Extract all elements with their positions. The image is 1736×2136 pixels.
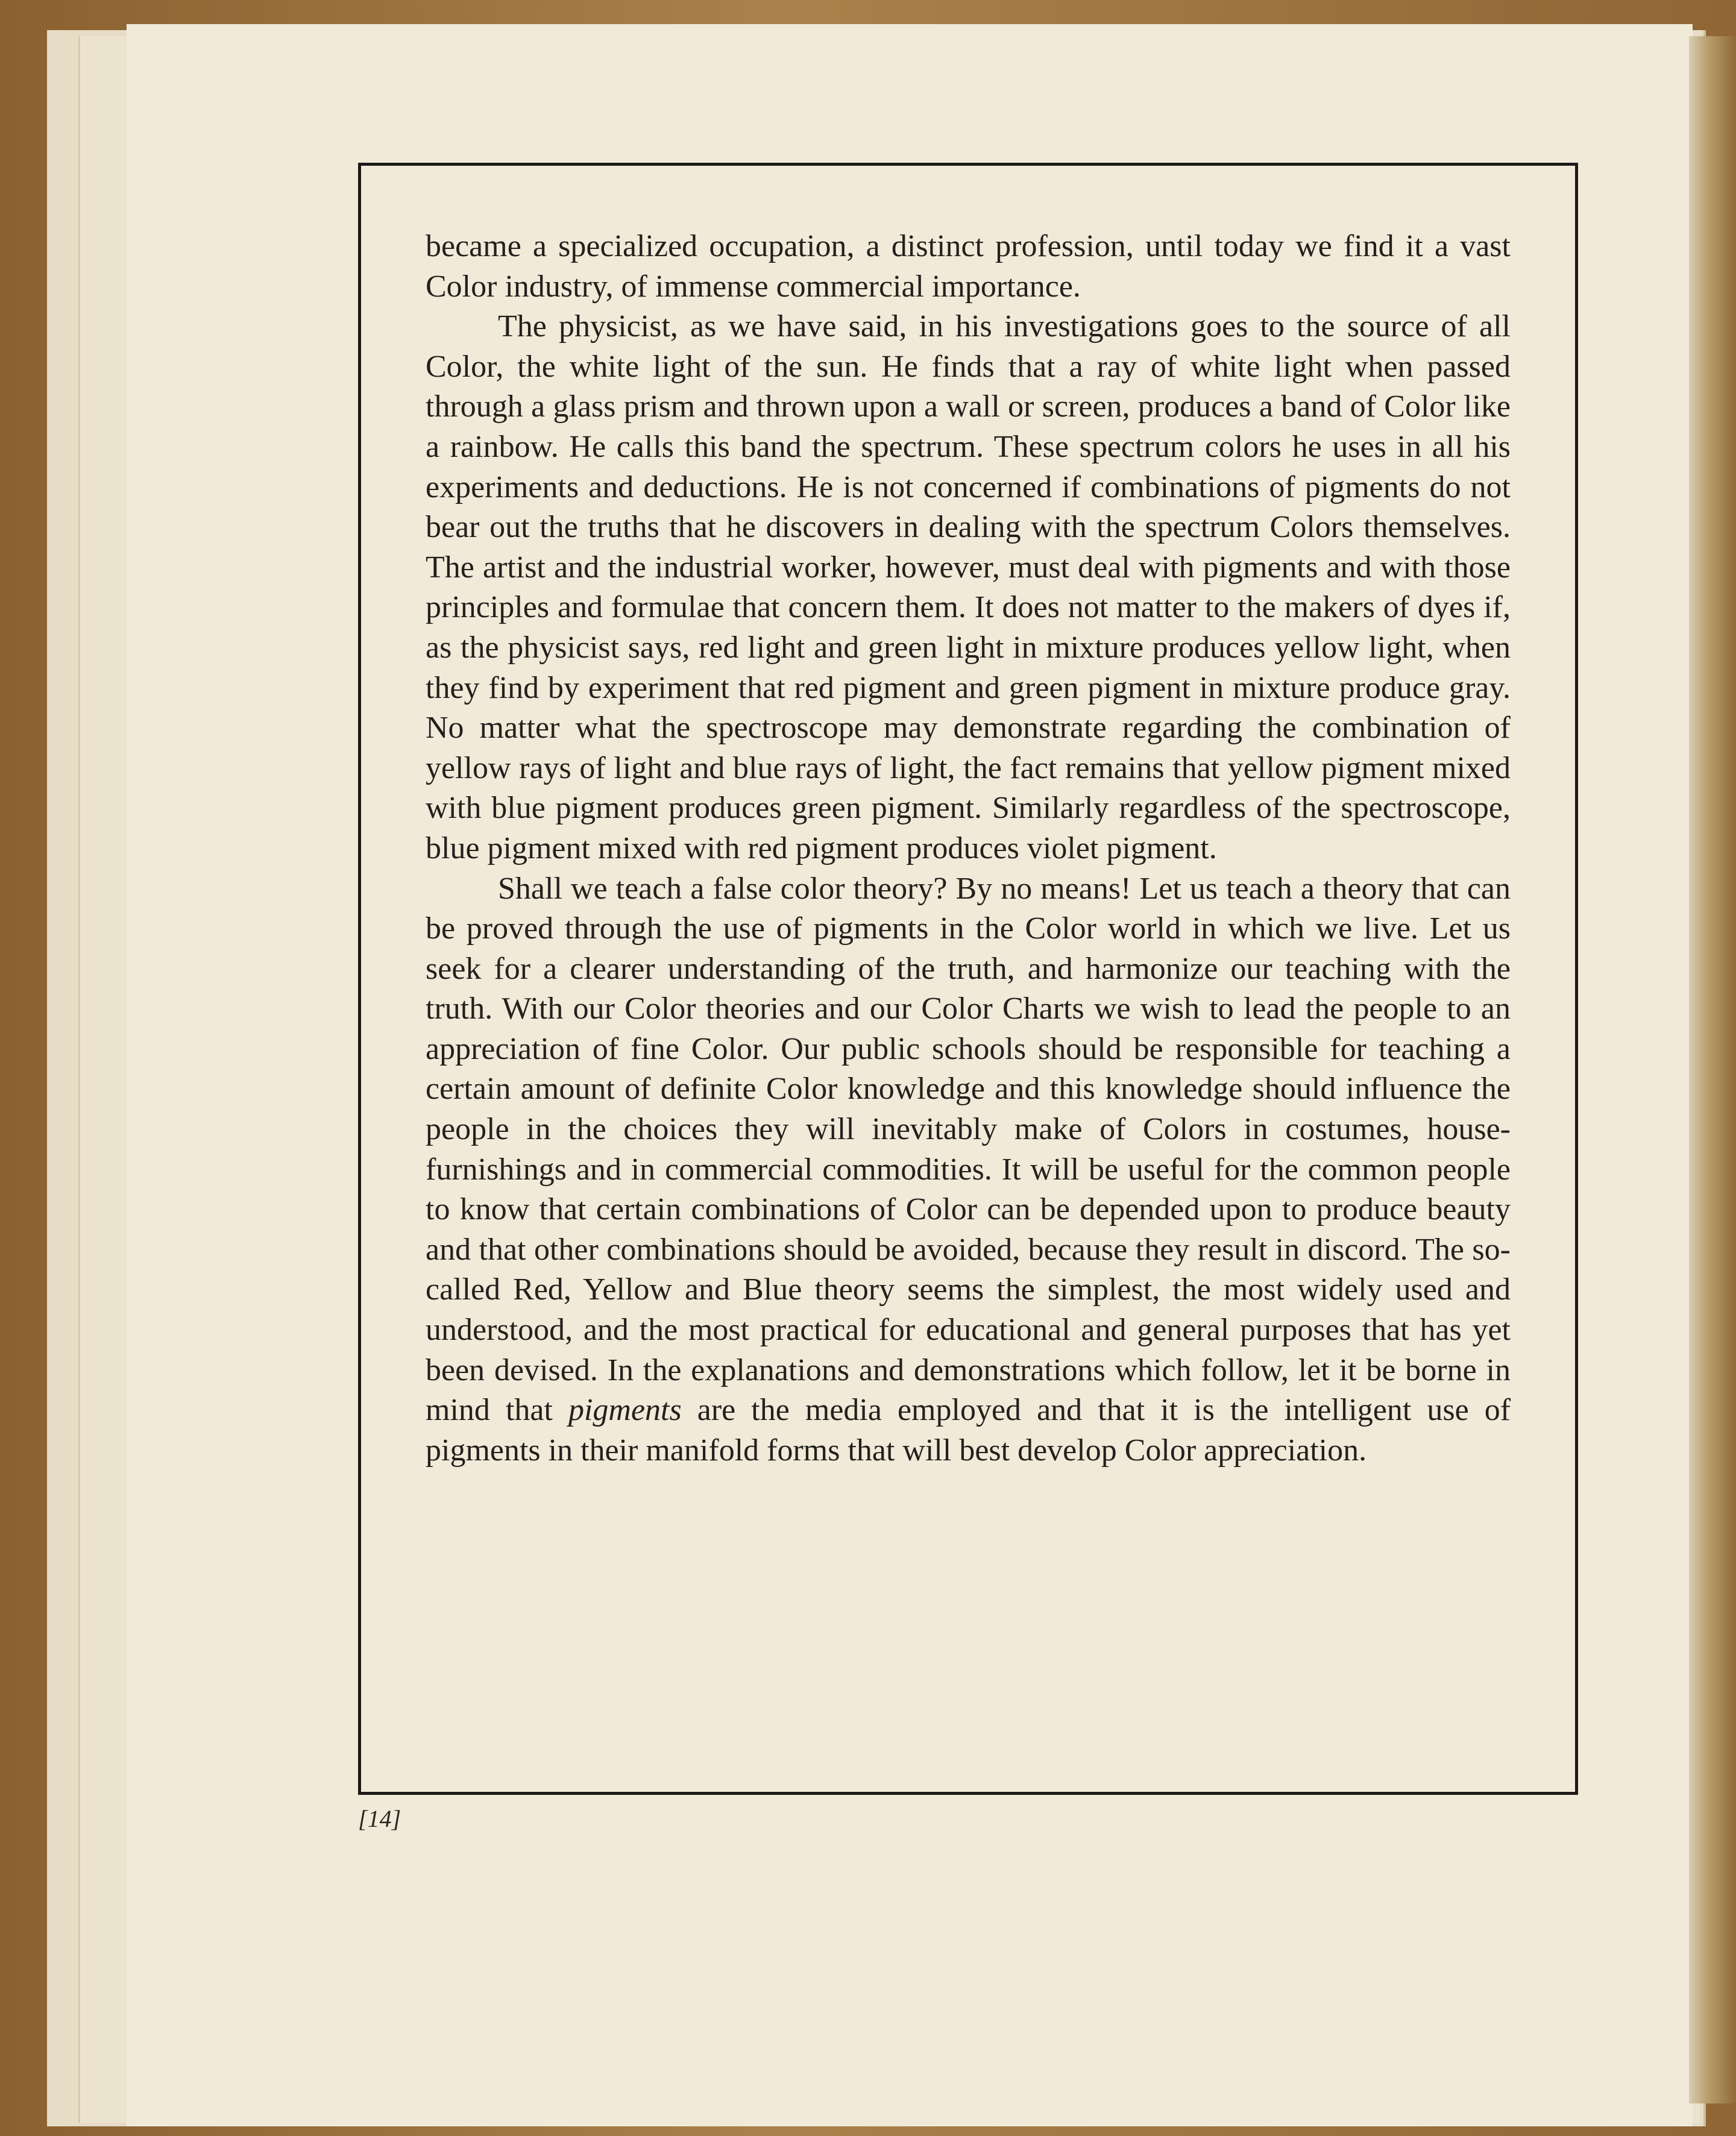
book-gutter bbox=[1689, 36, 1736, 2103]
paragraph-3-italic: pigments bbox=[568, 1393, 682, 1428]
paragraph-3-after: are the media employed and that it is the intelligent use of pigments in their manifold forms that will best develop Color appreciation. bbox=[426, 1393, 1511, 1468]
paragraph-2: The physicist, as we have said, in his investigations goes to the source of all Color, the white light of the sun. He finds that a ray of white light when passed through a glass prism and thrown upon a wall or screen, produces a band of Color like a rainbow. He calls this band the spectrum. These spectrum colors he uses in all his experiments and deductions. He is not concerned if combinations of pigments do not bear out the truths that he discovers in dealing with the spectrum Colors themselves. The artist and the industrial worker, however, must deal with pigments and with those principles and formulae that concern them. It does not matter to the makers of dyes if, as the physicist says, red light and green light in mixture produces yellow light, when they find by experiment that red pigment and green pigment in mixture produce gray. No matter what the spectroscope may demonstrate regarding the combination of yellow rays of light and blue rays of light, the fact remains that yellow pigment mixed with blue pigment produces green pigment. Similarly regardless of the spectroscope, blue pigment mixed with red pigment produces violet pigment. bbox=[426, 309, 1511, 865]
page-number: [14] bbox=[358, 1805, 401, 1832]
paragraph-3-before: Shall we teach a false color theory? By no means! Let us teach a theory that can be proved through the use of pigments in the Color world in which we live. Let us seek for a clearer understanding of the truth, and harmonize our teaching with the truth. With our Color theories and our Color Charts we wish to lead the people to an appreciation of fine Color. Our public schools should be responsible for teaching a certain amount of definite Color knowledge and this knowledge should influence the people in the choices they will inevitably make of Colors in costumes, house-furnishings and in commercial commodities. It will be useful for the common people to know that certain combinations of Color can be depended upon to produce beauty and that other combinations should be avoided, because they result in discord. The so-called Red, Yellow and Blue theory seems the simplest, the most widely used and understood, and the most practical for educational and general purposes that has yet been devised. In the explanations and demonstrations which follow, let it be borne in mind that bbox=[426, 871, 1511, 1428]
paragraph-3 bbox=[426, 869, 1511, 1471]
body-text bbox=[426, 227, 1511, 1471]
paragraph-1: became a specialized occupation, a distinct profession, until today we find it a vast Color industry, of immense commercial importance. bbox=[426, 229, 1511, 304]
